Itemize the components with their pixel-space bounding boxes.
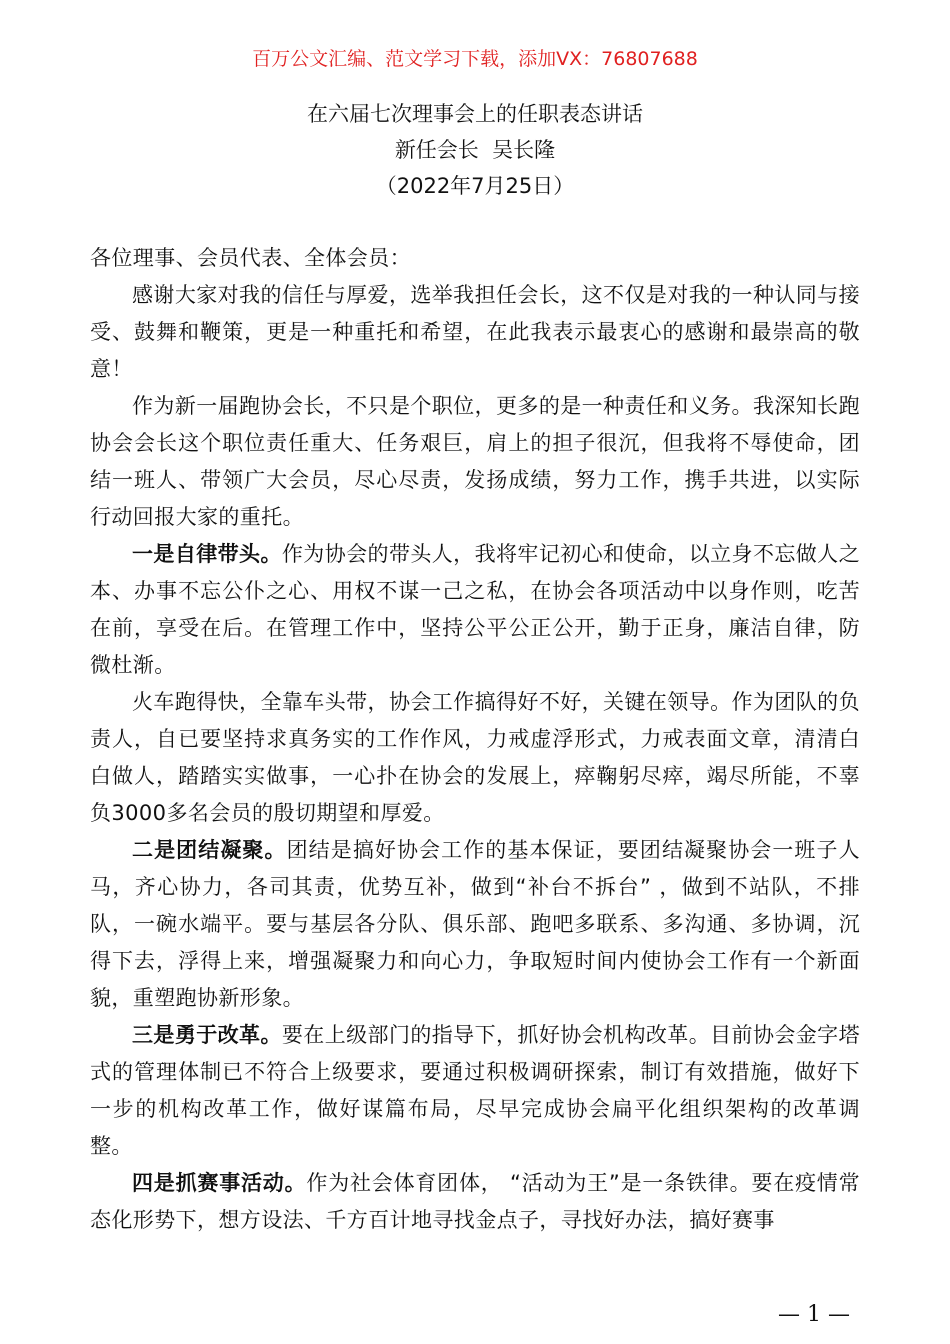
paragraph <box>90 1165 860 1239</box>
paragraph-lead: 四是抓赛事活动。 <box>132 1171 307 1195</box>
page-number: — 1 — <box>778 1302 850 1327</box>
paragraph-lead: 三是勇于改革。 <box>132 1023 282 1047</box>
speech-body <box>90 240 860 1239</box>
paragraph-text: 要在上级部门的指导下，抓好协会机构改革。目前协会金字塔式的管理体制已不符合上级要求，要通过积极调研探索，制订有效措施，做好下一步的机构改革工作，做好谋篇布局，尽早完成协会扁平化组织架构的改革调整。 <box>90 1023 860 1158</box>
paragraph <box>90 832 860 1017</box>
paragraph-text: 作为新一届跑协会长，不只是个职位，更多的是一种责任和义务。我深知长跑协会会长这个职位责任重大、任务艰巨，肩上的担子很沉，但我将不辱使命，团结一班人、带领广大会员，尽心尽责，发扬成绩，努力工作，携手共进，以实际行动回报大家的重托。 <box>90 394 860 529</box>
paragraph <box>90 1017 860 1165</box>
paragraph <box>90 684 860 832</box>
salutation: 各位理事、会员代表、全体会员： <box>90 246 411 270</box>
document-header <box>0 96 950 204</box>
paragraph <box>90 388 860 536</box>
paragraph-text: 火车跑得快，全靠车头带，协会工作搞得好不好，关键在领导。作为团队的负责人，自已要坚持求真务实的工作作风，力戒虚浮形式，力戒表面文章，清清白白做人，踏踏实实做事，一心扑在协会的发展上，瘁鞠躬尽瘁，竭尽所能，不辜负3000多名会员的殷切期望和厚爱。 <box>90 690 860 825</box>
paragraph-lead: 二是团结凝聚。 <box>132 838 287 862</box>
download-banner: 百万公文汇编、范文学习下载，添加VX：76807688 <box>252 48 698 70</box>
paragraph-text: 作为社会体育团体， “活动为王”是一条铁律。要在疫情常态化形势下，想方设法、千方百计地寻找金点子，寻找好办法，搞好赛事 <box>90 1171 860 1232</box>
speech-date: （2022年7月25日） <box>375 174 575 198</box>
document-title: 在六届七次理事会上的任职表态讲话 <box>307 102 643 126</box>
paragraph <box>90 277 860 388</box>
paragraph-text: 感谢大家对我的信任与厚爱，选举我担任会长，这不仅是对我的一种认同与接受、鼓舞和鞭策，更是一种重托和希望，在此我表示最衷心的感谢和最崇高的敬意！ <box>90 283 860 381</box>
paragraph <box>90 536 860 684</box>
paragraph-text: 团结是搞好协会工作的基本保证，要团结凝聚协会一班子人马，齐心协力，各司其责，优势互补，做到“补台不拆台” ，做到不站队，不排队，一碗水端平。要与基层各分队、俱乐部、跑吧多联系、多沟通、多协调，沉得下去，浮得上来，增强凝聚力和向心力，争取短时间内使协会工作有一个新面貌，重塑跑协新形象。 <box>90 838 860 1010</box>
paragraph-lead: 一是自律带头。 <box>132 542 282 566</box>
paragraph-text: 作为协会的带头人，我将牢记初心和使命，以立身不忘做人之本、办事不忘公仆之心、用权不谋一己之私，在协会各项活动中以身作则，吃苦在前，享受在后。在管理工作中，坚持公平公正公开，勤于正身，廉洁自律，防微杜渐。 <box>90 542 860 677</box>
speaker-line: 新任会长 吴长隆 <box>394 138 556 162</box>
